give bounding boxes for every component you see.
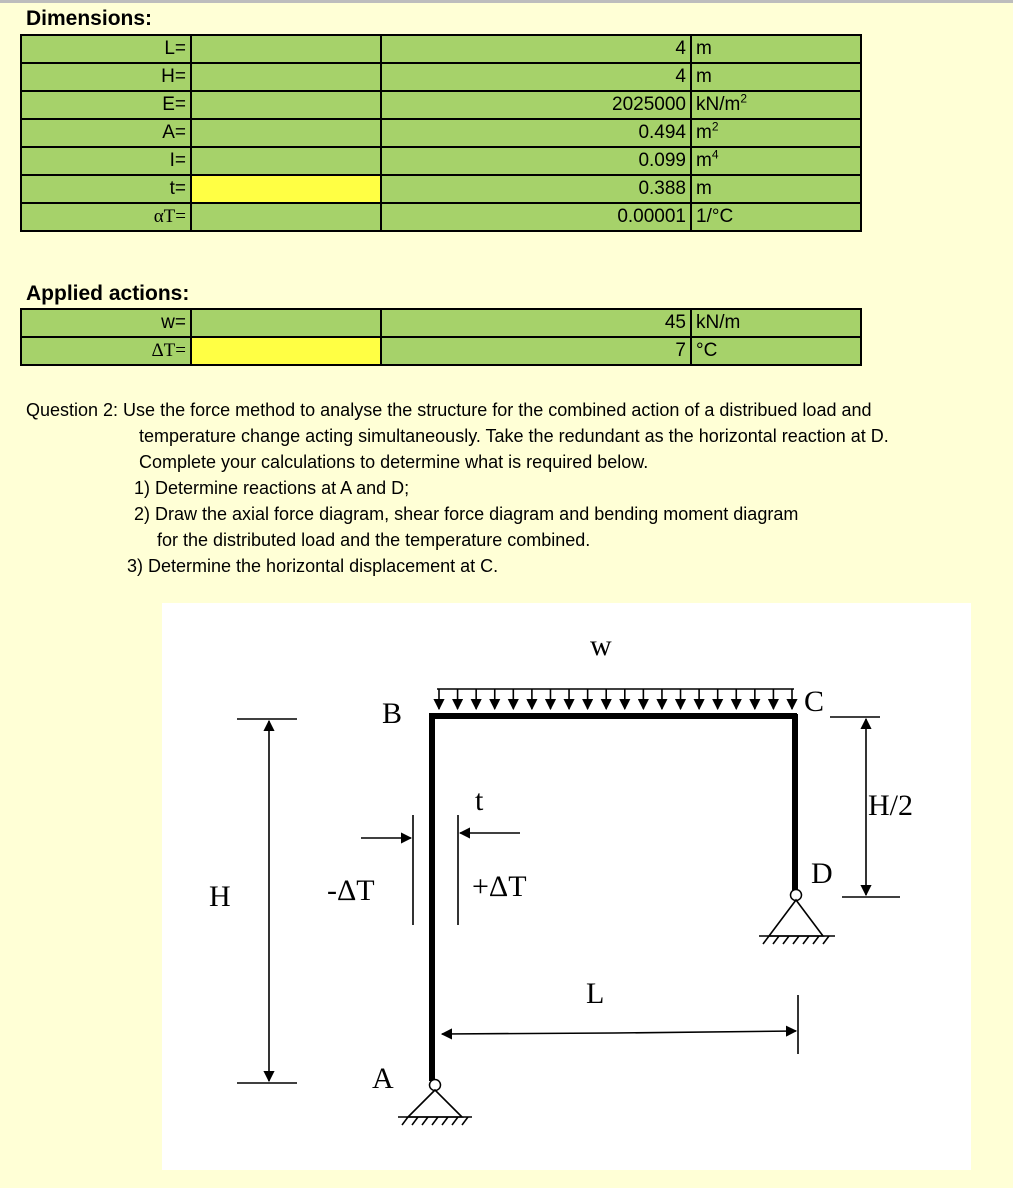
label-c: C <box>804 685 825 718</box>
dimension-l <box>442 995 798 1054</box>
value-cell[interactable]: 0.00001 <box>381 203 691 231</box>
pin-a <box>430 1080 441 1091</box>
input-cell[interactable] <box>191 91 381 119</box>
input-cell-highlighted[interactable] <box>191 337 381 365</box>
unit-text: m <box>696 150 712 171</box>
table-row <box>21 119 861 147</box>
unit-cell[interactable]: °C <box>691 337 861 365</box>
unit-cell[interactable] <box>691 63 861 91</box>
label-l: L <box>586 977 605 1010</box>
label-cell[interactable]: A= <box>21 119 191 147</box>
label-b: B <box>382 697 403 730</box>
label-a: A <box>372 1062 394 1095</box>
unit-text: m <box>696 178 712 199</box>
question-item-3: 3) Determine the horizontal displacement at C. <box>127 556 499 576</box>
input-cell[interactable] <box>191 63 381 91</box>
label-cell[interactable]: w= <box>21 309 191 337</box>
input-cell[interactable] <box>191 147 381 175</box>
table-row <box>21 337 861 365</box>
label-t: t <box>475 784 484 817</box>
label-plus-delta-t: +ΔT <box>472 870 527 903</box>
unit-text: 1/°C <box>696 206 734 227</box>
unit-cell[interactable] <box>691 175 861 203</box>
input-cell[interactable] <box>191 119 381 147</box>
table-row <box>21 147 861 175</box>
dimensions-table <box>20 34 862 232</box>
support-d <box>759 900 835 944</box>
unit-cell[interactable] <box>691 147 861 175</box>
label-d: D <box>811 857 833 890</box>
unit-cell[interactable]: kN/m <box>691 309 861 337</box>
table-row <box>21 63 861 91</box>
value-cell[interactable]: 45 <box>381 309 691 337</box>
label-cell[interactable]: t= <box>21 175 191 203</box>
label-cell[interactable]: L= <box>21 35 191 63</box>
value-cell[interactable]: 4 <box>381 35 691 63</box>
unit-cell[interactable] <box>691 91 861 119</box>
unit-cell[interactable] <box>691 35 861 63</box>
question-item-2: 2) Draw the axial force diagram, shear force diagram and bending moment diagram <box>134 504 799 524</box>
table-row <box>21 35 861 63</box>
frame-diagram-svg <box>162 603 971 1170</box>
label-cell[interactable]: H= <box>21 63 191 91</box>
table-row <box>21 175 861 203</box>
actions-title: Applied actions: <box>26 282 190 305</box>
dimension-h <box>237 719 297 1083</box>
table-row <box>21 309 861 337</box>
actions-table <box>20 308 862 366</box>
question-item-2-cont: for the distributed load and the temperature combined. <box>157 530 591 550</box>
value-cell[interactable]: 0.388 <box>381 175 691 203</box>
unit-exponent: 4 <box>711 147 719 162</box>
question-item-1: 1) Determine reactions at A and D; <box>134 478 410 498</box>
label-cell[interactable]: I= <box>21 147 191 175</box>
label-cell[interactable]: αT= <box>21 203 191 231</box>
table-row <box>21 203 861 231</box>
unit-text: m <box>696 66 712 87</box>
label-h-half: H/2 <box>868 789 913 822</box>
question-line-3: Complete your calculations to determine what is required below. <box>139 452 649 472</box>
table-row <box>21 91 861 119</box>
input-cell[interactable] <box>191 309 381 337</box>
unit-exponent: 2 <box>740 91 748 106</box>
value-cell[interactable]: 4 <box>381 63 691 91</box>
frame-diagram <box>162 603 971 1170</box>
question-line-1: Question 2: Use the force method to analyse the structure for the combined action of a distribued load and <box>26 400 872 420</box>
value-cell[interactable]: 7 <box>381 337 691 365</box>
label-h: H <box>209 880 231 913</box>
load-arrows <box>439 689 792 709</box>
distributed-load <box>437 689 794 709</box>
label-cell[interactable]: ΔT= <box>21 337 191 365</box>
value-cell[interactable]: 0.099 <box>381 147 691 175</box>
support-a <box>398 1090 472 1125</box>
unit-text: kN/m <box>696 94 741 115</box>
unit-cell[interactable] <box>691 203 861 231</box>
label-w: w <box>590 629 612 662</box>
question-line-2: temperature change acting simultaneously. Take the redundant as the horizontal reaction at D. <box>139 426 889 446</box>
input-cell[interactable] <box>191 203 381 231</box>
input-cell-highlighted[interactable] <box>191 175 381 203</box>
unit-text: m <box>696 122 712 143</box>
unit-text: m <box>696 38 712 59</box>
dimensions-title: Dimensions: <box>26 7 153 30</box>
top-border <box>0 0 1013 3</box>
label-minus-delta-t: -ΔT <box>327 874 375 907</box>
value-cell[interactable]: 0.494 <box>381 119 691 147</box>
value-cell[interactable]: 2025000 <box>381 91 691 119</box>
unit-cell[interactable] <box>691 119 861 147</box>
unit-exponent: 2 <box>711 119 719 134</box>
input-cell[interactable] <box>191 35 381 63</box>
label-cell[interactable]: E= <box>21 91 191 119</box>
